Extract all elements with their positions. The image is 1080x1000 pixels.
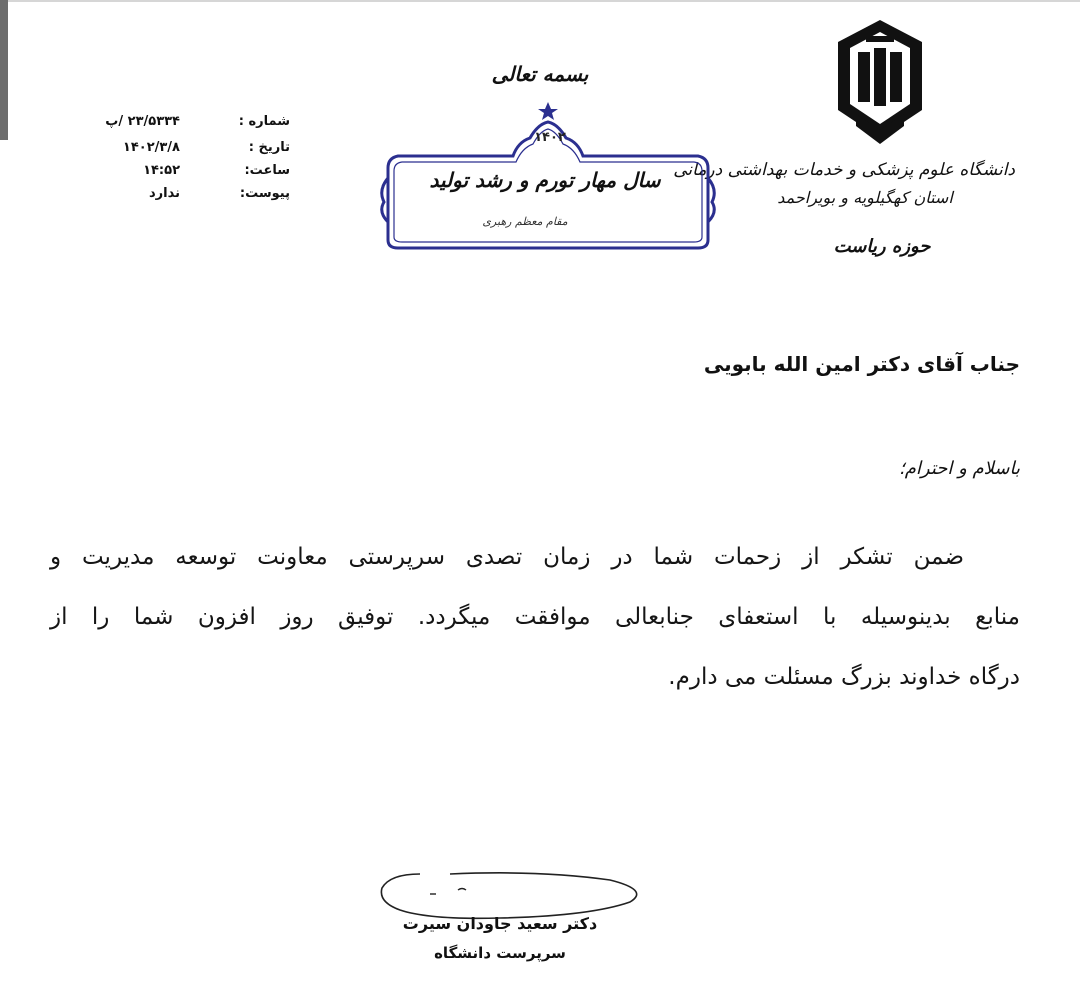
top-border <box>0 0 1080 2</box>
university-logo-icon <box>836 18 924 148</box>
recipient-line: جناب آقای دکتر امین الله بابویی <box>703 352 1020 376</box>
body-line: ضمن تشکر از زحمات شما در زمان تصدی سرپرستی معاونت توسعه مدیریت و <box>50 544 964 570</box>
university-name: دانشگاه علوم پزشکی و خدمات بهداشتی درمانی <box>673 160 1015 180</box>
signer-title: سرپرست دانشگاه <box>434 944 566 962</box>
body-line: منابع بدینوسیله با استعفای جنابعالی موافقت میگردد. توفیق روز افزون شما را از <box>50 604 1020 630</box>
motto-year: ۱۴۰۲ <box>534 130 566 145</box>
time-label: ساعت: <box>244 163 290 178</box>
body-line: درگاه خداوند بزرگ مسئلت می دارم. <box>668 664 1020 690</box>
motto-text: سال مهار تورم و رشد تولید <box>429 168 661 192</box>
signature-scribble-icon <box>360 868 650 948</box>
bismillah-heading: بسمه تعالی <box>491 62 589 86</box>
university-province: استان کهگیلویه و بویراحمد <box>777 188 953 207</box>
number-value: ۲۳/۵۳۳۴ /پ <box>105 114 180 129</box>
date-label: تاریخ : <box>248 140 290 155</box>
attachment-label: پیوست: <box>239 186 290 201</box>
university-department: حوزه ریاست <box>833 236 931 257</box>
greeting-line: باسلام و احترام؛ <box>899 458 1020 479</box>
number-label: شماره : <box>238 114 290 129</box>
left-edge-shadow <box>0 0 8 140</box>
date-value: ۱۴۰۲/۳/۸ <box>122 140 180 155</box>
motto-source: مقام معظم رهبری <box>482 215 568 228</box>
time-value: ۱۴:۵۲ <box>143 163 180 178</box>
attachment-value: ندارد <box>148 186 180 201</box>
signer-name: دکتر سعید جاودان سیرت <box>402 914 598 933</box>
